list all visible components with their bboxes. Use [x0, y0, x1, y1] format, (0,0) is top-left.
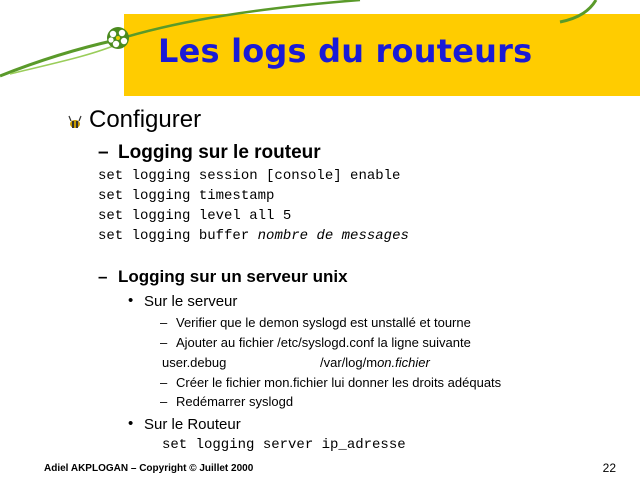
- dash-marker: –: [98, 142, 109, 163]
- bullet-dot: •: [128, 292, 134, 309]
- page-number: 22: [602, 461, 616, 475]
- conf-key: user.debug: [162, 355, 227, 370]
- slide-title: Les logs du routeurs: [158, 32, 533, 70]
- code-line: set logging level all 5: [98, 208, 292, 224]
- code-line: set logging buffer nombre de messages: [98, 228, 409, 244]
- dash-marker: –: [98, 267, 108, 286]
- flower-icon: [107, 27, 129, 49]
- bullet-label: Configurer: [89, 106, 202, 133]
- bee-bullet-icon: [68, 115, 82, 129]
- code-line: set logging session [console] enable: [98, 168, 401, 184]
- bullet-dot: •: [128, 415, 134, 432]
- code-line: set logging timestamp: [98, 188, 275, 204]
- section-heading: Logging sur le routeur: [118, 142, 321, 163]
- router-server-command: set logging server ip_adresse: [162, 437, 406, 453]
- sub-bullet-label: Sur le Routeur: [144, 416, 241, 433]
- conf-path: /var/log/mon.fichier: [320, 355, 430, 370]
- footer-copyright: Adiel AKPLOGAN – Copyright © Juillet 2000: [44, 463, 254, 474]
- sub-bullet-label: Sur le serveur: [144, 293, 238, 310]
- section-heading: Logging sur un serveur unix: [118, 267, 348, 286]
- router-config-code: [98, 166, 409, 246]
